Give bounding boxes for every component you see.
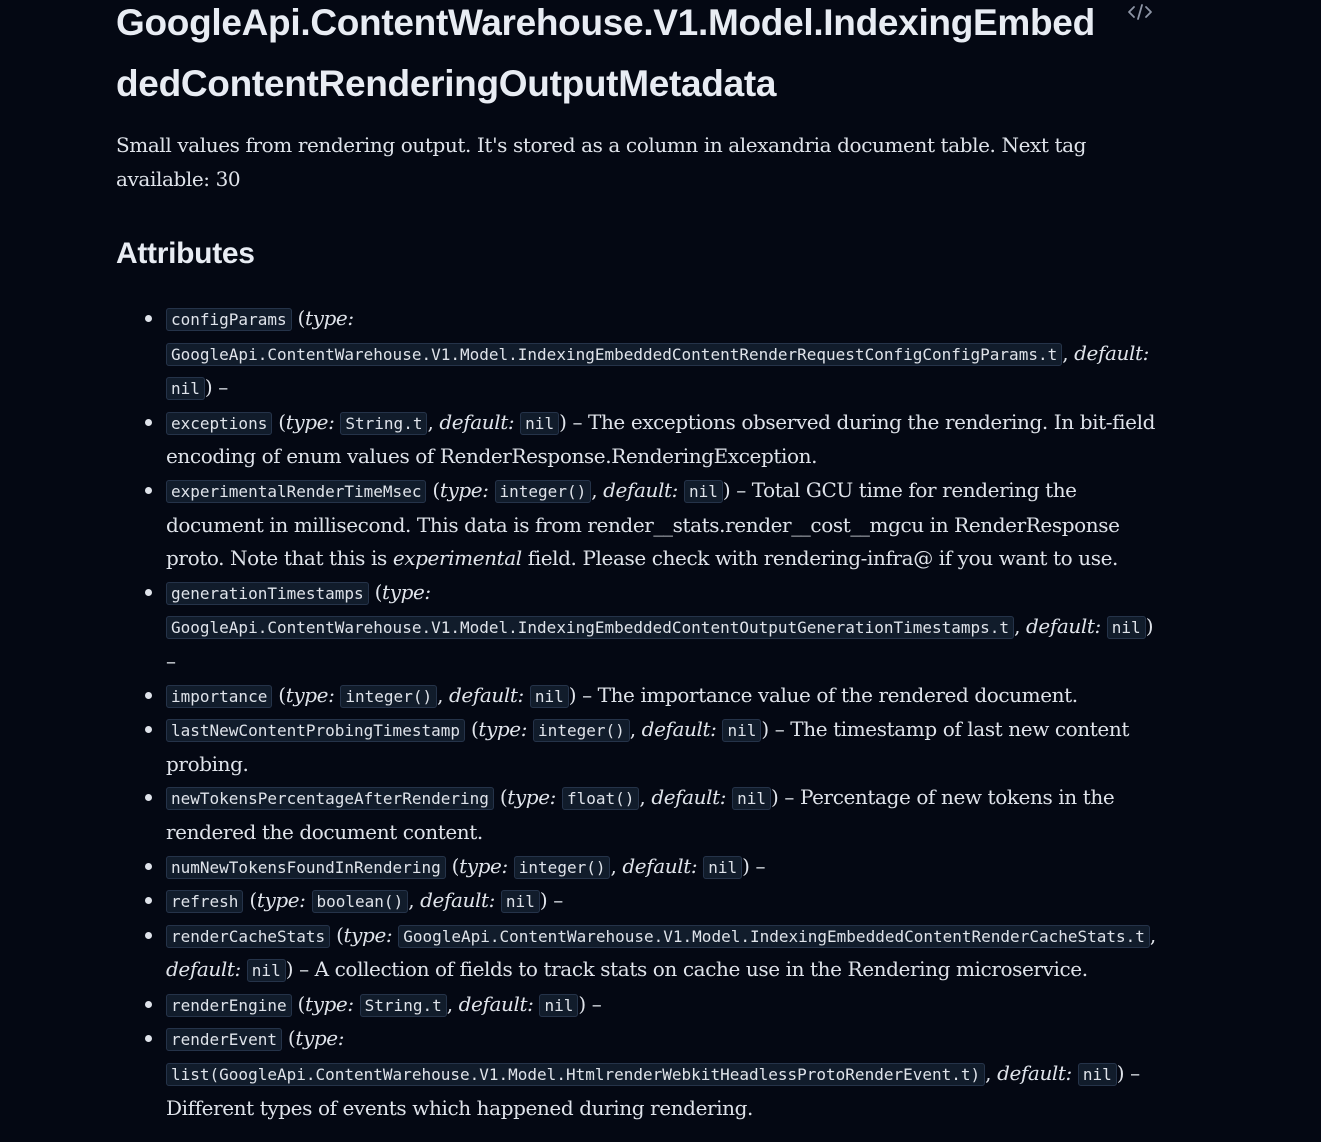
attribute-item: configParams (type: GoogleApi.ContentWarehouse.V1.Model.IndexingEmbeddedContentRenderRequestConfigConfigParams.t , default: nil ) – (166, 302, 1156, 406)
attribute-type: boolean() (312, 890, 409, 913)
attribute-default: nil (530, 685, 569, 708)
attribute-default: nil (1078, 1063, 1117, 1086)
title-block (116, 0, 1156, 114)
default-label: default: (439, 409, 515, 434)
attribute-item: experimentalRenderTimeMsec (type: integer() , default: nil ) – Total GCU time for rendering the document in millisecond. This data is from render__stats.render__cost__mgcu in RenderResponse proto. Note that this is experimental field. Please check with rendering-infra@ if you want to use. (166, 474, 1156, 576)
attribute-type: integer() (514, 856, 611, 879)
attribute-item: refresh (type: boolean() , default: nil ) – (166, 884, 1156, 919)
attribute-type: integer() (340, 685, 437, 708)
attribute-type: GoogleApi.ContentWarehouse.V1.Model.IndexingEmbeddedContentOutputGenerationTimestamps.t (166, 616, 1014, 639)
type-label: type: (295, 1026, 345, 1051)
attribute-default: nil (539, 994, 578, 1017)
type-label: type: (343, 922, 393, 947)
attribute-name: newTokensPercentageAfterRendering (166, 787, 494, 810)
default-label: default: (641, 717, 717, 742)
attribute-description-emphasis: experimental (392, 546, 522, 571)
default-label: default: (651, 785, 727, 810)
attribute-name: lastNewContentProbingTimestamp (166, 719, 465, 742)
attribute-name: renderCacheStats (166, 925, 330, 948)
attribute-default: nil (247, 959, 286, 982)
default-label: default: (1025, 614, 1101, 639)
attribute-type: float() (562, 787, 639, 810)
type-label: type: (285, 682, 335, 707)
type-label: type: (285, 409, 335, 434)
default-label: default: (449, 682, 524, 707)
attribute-description-rest: field. Please check with rendering-infra@ if you want to use. (521, 546, 1118, 571)
attribute-name: experimentalRenderTimeMsec (166, 480, 426, 503)
attribute-default: nil (732, 787, 771, 810)
attribute-description: The exceptions observed during the rendering. In bit-field encoding of enum values of RenderResponse.RenderingException. (166, 409, 1155, 469)
attribute-name: importance (166, 685, 272, 708)
attribute-default: nil (684, 480, 723, 503)
type-label: type: (382, 579, 431, 604)
attribute-name: numNewTokensFoundInRendering (166, 856, 446, 879)
attribute-default: nil (166, 377, 205, 400)
attribute-description: Different types of events which happened during rendering. (166, 1095, 754, 1120)
default-label: default: (997, 1061, 1072, 1086)
type-label: type: (304, 991, 354, 1016)
attribute-type: integer() (495, 480, 592, 503)
attribute-type: integer() (533, 719, 630, 742)
default-label: default: (458, 991, 534, 1016)
attribute-name: generationTimestamps (166, 582, 369, 605)
module-summary: Small values from rendering output. It's stored as a column in alexandria document table. Next tag available: 30 (116, 133, 1087, 191)
type-label: type: (507, 785, 556, 810)
attribute-default: nil (703, 856, 742, 879)
default-label: default: (420, 888, 495, 913)
attribute-item: renderCacheStats (type: GoogleApi.ContentWarehouse.V1.Model.IndexingEmbeddedContentRenderCacheStats.t , default: nil ) – A collection of fields to track stats on cache use in the Rendering microservice. (166, 919, 1156, 988)
type-label: type: (439, 477, 489, 502)
attribute-type: GoogleApi.ContentWarehouse.V1.Model.IndexingEmbeddedContentRenderRequestConfigConfigParams.t (166, 343, 1062, 366)
attribute-description: A collection of fields to track stats on cache use in the Rendering microservice. (314, 957, 1088, 982)
doc-page (116, 0, 1156, 1125)
attribute-item: renderEngine (type: String.t , default: nil ) – (166, 988, 1156, 1023)
attribute-default: nil (501, 890, 540, 913)
attribute-description: Percentage of new tokens in the rendered the document content. (166, 785, 1115, 844)
attribute-description: The timestamp of last new content probing. (166, 717, 1129, 776)
type-label: type: (478, 717, 528, 742)
attribute-item: lastNewContentProbingTimestamp (type: integer() , default: nil ) – The timestamp of last new content probing. (166, 713, 1156, 781)
default-label: default: (603, 477, 678, 502)
attribute-item: newTokensPercentageAfterRendering (type: float() , default: nil ) – Percentage of new tokens in the rendered the document content. (166, 781, 1156, 849)
attribute-type: GoogleApi.ContentWarehouse.V1.Model.IndexingEmbeddedContentRenderCacheStats.t (398, 925, 1150, 948)
attribute-type: String.t (360, 994, 447, 1017)
attribute-name: exceptions (166, 412, 272, 435)
attribute-item: generationTimestamps (type: GoogleApi.ContentWarehouse.V1.Model.IndexingEmbeddedContentOutputGenerationTimestamps.t , default: nil ) – (166, 576, 1156, 679)
attribute-type: String.t (340, 412, 427, 435)
attributes-heading: Attributes (116, 237, 255, 270)
code-icon[interactable] (1126, 0, 1154, 24)
attribute-default: nil (520, 412, 559, 435)
attribute-item: exceptions (type: String.t , default: nil ) – The exceptions observed during the rendering. In bit-field encoding of enum values of RenderResponse.RenderingException. (166, 406, 1156, 474)
type-label: type: (256, 888, 306, 913)
default-label: default: (622, 853, 698, 878)
type-label: type: (459, 853, 508, 878)
attribute-default: nil (722, 719, 761, 742)
type-label: type: (304, 306, 354, 330)
attribute-default: nil (1107, 616, 1146, 639)
default-label: default: (166, 957, 241, 982)
default-label: default: (1074, 340, 1149, 365)
attribute-name: renderEngine (166, 994, 292, 1017)
attribute-name: refresh (166, 890, 243, 913)
attribute-name: renderEvent (166, 1028, 282, 1051)
attribute-item: importance (type: integer() , default: nil ) – The importance value of the rendered document. (166, 679, 1156, 714)
attribute-name: configParams (166, 308, 292, 331)
attribute-type: list(GoogleApi.ContentWarehouse.V1.Model.HtmlrenderWebkitHeadlessProtoRenderEvent.t) (166, 1063, 985, 1086)
attributes-list (116, 302, 1156, 1125)
attribute-description: Total GCU time for rendering the document in millisecond. This data is from render__stats.render__cost__mgcu in RenderResponse proto. Note that this is (166, 477, 1120, 571)
page-title: GoogleApi.ContentWarehouse.V1.Model.IndexingEmbeddedContentRenderingOutputMetadata (116, 2, 1095, 104)
attribute-item: numNewTokensFoundInRendering (type: integer() , default: nil ) – (166, 850, 1156, 885)
attribute-item: renderEvent (type: list(GoogleApi.ContentWarehouse.V1.Model.HtmlrenderWebkitHeadlessProtoRenderEvent.t) , default: nil ) – Different types of events which happened during rendering. (166, 1022, 1156, 1125)
attribute-description: The importance value of the rendered document. (597, 682, 1078, 707)
